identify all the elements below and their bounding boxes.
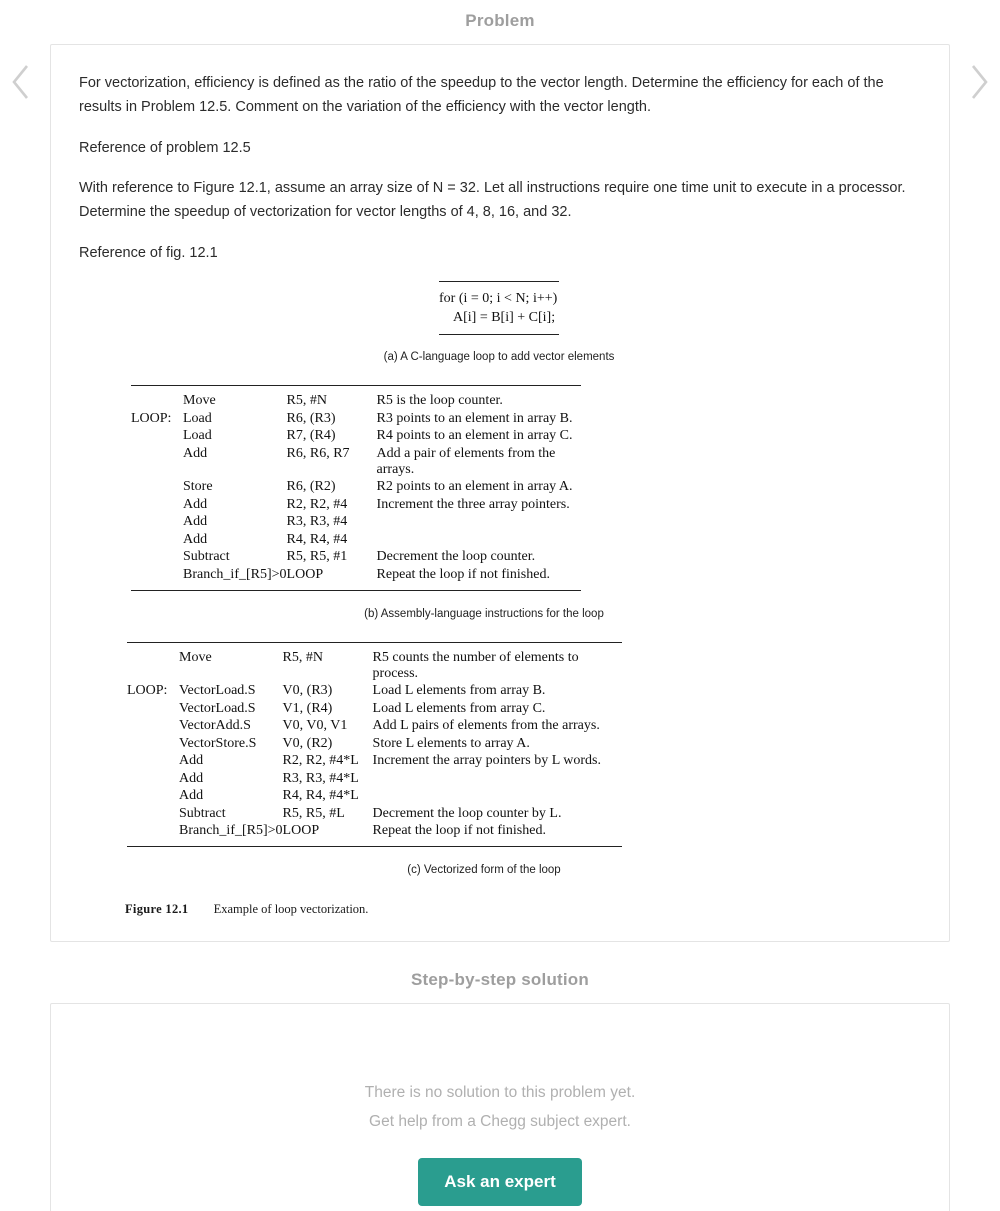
table-cell: Load L elements from array C.	[372, 700, 546, 716]
c-loop-block	[264, 281, 734, 335]
table-cell: Add	[183, 496, 208, 512]
get-help-message: Get help from a Chegg subject expert.	[369, 1113, 631, 1130]
table-row	[131, 514, 581, 532]
table-cell: LOOP:	[127, 683, 168, 698]
table-cell: R5, #N	[282, 649, 323, 665]
table-cell: Decrement the loop counter by L.	[372, 805, 562, 821]
reference-figure-label: Reference of fig. 12.1	[79, 245, 218, 261]
table-cell: R2, R2, #4*L	[282, 753, 359, 768]
table-row	[127, 701, 622, 719]
table-cell: R7, (R4)	[286, 428, 336, 443]
table-cell: Add	[183, 514, 208, 529]
reference-problem-label: Reference of problem 12.5	[79, 140, 251, 156]
table-cell: R4 points to an element in array C.	[376, 428, 573, 443]
table-cell: LOOP:	[131, 410, 172, 426]
ask-an-expert-button[interactable]: Ask an expert	[418, 1158, 582, 1206]
table-cell: Move	[179, 649, 212, 665]
table-cell: VectorAdd.S	[179, 718, 251, 733]
table-cell: R6, R6, R7	[286, 445, 350, 461]
table-cell: R4, R4, #4*L	[282, 788, 359, 803]
table-row	[131, 549, 581, 567]
table-cell	[131, 567, 183, 591]
table-cell: VectorLoad.S	[179, 700, 256, 716]
table-row	[127, 788, 622, 806]
table-cell: Store L elements to array A.	[372, 735, 530, 751]
table-row	[131, 532, 581, 550]
table-cell: Subtract	[179, 805, 226, 821]
table-cell: Add	[179, 770, 204, 786]
table-row	[131, 386, 581, 411]
problem-card	[50, 44, 950, 942]
figure-number: Figure 12.1	[125, 902, 189, 916]
assembly-table-c	[127, 642, 622, 848]
figure-title: Example of loop vectorization.	[213, 902, 369, 916]
table-cell	[131, 549, 183, 567]
table-cell: Load L elements from array B.	[372, 683, 546, 698]
table-cell	[377, 532, 581, 550]
table-cell	[131, 428, 183, 446]
problem-section-title: Problem	[465, 11, 535, 30]
table-cell: R5 is the loop counter.	[376, 393, 503, 408]
table-cell: Increment the three array pointers.	[376, 496, 570, 512]
table-cell: V1, (R4)	[282, 700, 333, 716]
table-row	[131, 446, 581, 480]
figure-12-1	[79, 281, 921, 917]
table-cell	[131, 514, 183, 532]
table-cell	[127, 718, 179, 736]
table-cell	[373, 788, 622, 806]
table-cell: R5, R5, #L	[282, 805, 345, 821]
table-cell: Decrement the loop counter.	[376, 549, 536, 564]
previous-problem-arrow[interactable]	[8, 62, 34, 102]
figure-label	[125, 902, 921, 917]
table-cell: Load	[183, 428, 212, 443]
table-cell: LOOP	[286, 566, 324, 582]
assembly-table-b	[131, 385, 581, 591]
table-cell	[127, 701, 179, 719]
table-row	[127, 642, 622, 683]
table-cell: R3, R3, #4*L	[282, 770, 359, 786]
table-cell	[127, 771, 179, 789]
table-cell	[127, 823, 179, 847]
table-cell: Add L pairs of elements from the arrays.	[372, 718, 600, 733]
table-cell	[127, 736, 179, 754]
table-cell: V0, (R3)	[282, 683, 333, 698]
table-cell: R5, #N	[286, 393, 327, 408]
table-cell: V0, V0, V1	[282, 718, 348, 733]
table-row	[131, 567, 581, 591]
table-cell	[131, 497, 183, 515]
table-cell: Add	[183, 531, 208, 547]
table-cell: VectorStore.S	[179, 735, 257, 751]
table-row	[127, 736, 622, 754]
reference-problem-text: With reference to Figure 12.1, assume an array size of N = 32. Let all instructions require one time unit to execute in a processor. Determine the speedup of vectorization for vector lengths of 4, 8, 16, and 32.	[79, 180, 906, 220]
table-row	[131, 479, 581, 497]
table-cell: Repeat the loop if not finished.	[372, 823, 546, 838]
table-cell: Repeat the loop if not finished.	[376, 566, 550, 582]
no-solution-message: There is no solution to this problem yet.	[364, 1084, 636, 1101]
table-cell	[131, 386, 183, 411]
solution-card	[50, 1003, 950, 1211]
table-cell: R4, R4, #4	[286, 531, 348, 547]
table-cell: Add	[179, 788, 204, 803]
table-cell: R5 counts the number of elements to process.	[372, 649, 579, 681]
table-cell: Move	[183, 393, 216, 408]
c-loop-line-1: for (i = 0; i < N; i++)	[439, 291, 558, 306]
table-row	[131, 411, 581, 429]
table-cell: Load	[183, 410, 212, 426]
table-cell: Branch_if_[R5]>0	[183, 566, 287, 582]
table-row	[131, 428, 581, 446]
figure-caption-a: (a) A C-language loop to add vector elements	[383, 351, 615, 363]
table-cell: R2 points to an element in array A.	[376, 479, 573, 494]
table-cell: R6, (R2)	[286, 479, 336, 494]
table-cell	[127, 753, 179, 771]
table-cell: Add a pair of elements from the arrays.	[376, 445, 556, 477]
table-cell: Subtract	[183, 549, 230, 564]
table-row	[127, 771, 622, 789]
table-cell: R6, (R3)	[286, 410, 336, 426]
table-cell	[127, 788, 179, 806]
table-row	[127, 718, 622, 736]
solution-section-title: Step-by-step solution	[411, 970, 589, 989]
table-cell	[131, 446, 183, 480]
table-cell: Add	[179, 753, 204, 768]
c-loop-line-2: A[i] = B[i] + C[i];	[453, 310, 556, 325]
table-cell: Branch_if_[R5]>0	[179, 823, 283, 838]
table-row	[127, 753, 622, 771]
table-cell: VectorLoad.S	[179, 683, 256, 698]
figure-caption-b: (b) Assembly-language instructions for the loop	[364, 607, 604, 620]
table-cell	[127, 642, 179, 683]
table-cell	[373, 771, 622, 789]
table-row	[131, 497, 581, 515]
table-row	[127, 683, 622, 701]
table-cell: Add	[183, 445, 208, 461]
problem-statement: For vectorization, efficiency is defined as the ratio of the speedup to the vector length. Determine the efficiency for each of the results in Problem 12.5. Comment on the variation of the efficiency with the vector length.	[79, 75, 884, 115]
table-cell: R5, R5, #1	[286, 549, 348, 564]
table-cell: Increment the array pointers by L words.	[372, 753, 602, 768]
table-cell	[131, 532, 183, 550]
table-cell: R3 points to an element in array B.	[376, 410, 573, 426]
figure-caption-c: (c) Vectorized form of the loop	[407, 864, 561, 876]
table-cell: LOOP	[282, 823, 320, 838]
table-cell	[127, 806, 179, 824]
table-row	[127, 823, 622, 847]
table-cell: R2, R2, #4	[286, 496, 348, 512]
table-cell: V0, (R2)	[282, 735, 333, 751]
table-cell	[377, 514, 581, 532]
table-cell: R3, R3, #4	[286, 514, 348, 529]
table-row	[127, 806, 622, 824]
next-problem-arrow[interactable]	[966, 62, 992, 102]
table-cell	[131, 479, 183, 497]
table-cell: Store	[183, 479, 213, 494]
